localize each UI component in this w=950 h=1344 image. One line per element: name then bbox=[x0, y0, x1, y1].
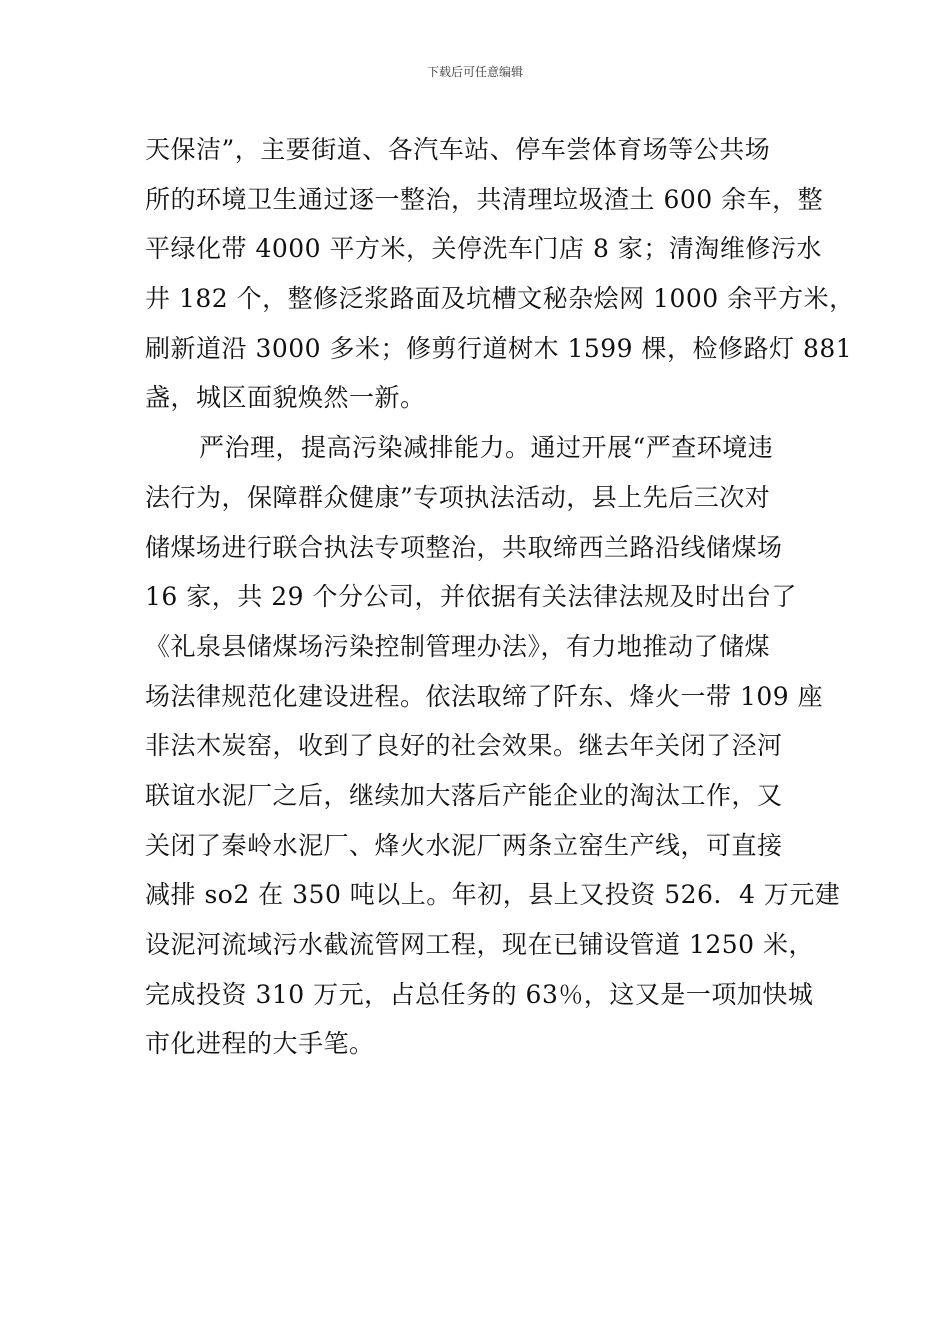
text-line: 《礼泉县储煤场污染控制管理办法》，有力地推动了储煤 bbox=[145, 631, 771, 661]
text-line: 井 182 个，整修泛浆路面及坑槽文秘杂烩网 1000 余平方米， bbox=[145, 284, 855, 314]
text-line: 16 家，共 29 个分公司，并依据有关法律法规及时出台了 bbox=[145, 582, 797, 612]
text-line: 设泥河流域污水截流管网工程，现在已铺设管道 1250 米， bbox=[145, 930, 815, 959]
text-line: 刷新道沿 3000 多米；修剪行道树木 1599 棵，检修路灯 881 bbox=[145, 333, 853, 363]
page-header: 下载后可任意编辑 bbox=[426, 65, 523, 79]
paragraph-1 bbox=[145, 125, 855, 423]
text-line: 完成投资 310 万元，占总任务的 63％，这又是一项加快城 bbox=[145, 979, 814, 1009]
text-line: 减排 so2 在 350 吨以上。年初，县上又投资 526．4 万元建 bbox=[145, 880, 841, 910]
text-line: 天保洁”，主要街道、各汽车站、停车尝体育场等公共场 bbox=[145, 135, 771, 164]
text-line: 严治理，提高污染减排能力。通过开展“严查环境违 bbox=[199, 433, 774, 463]
text-line: 场法律规范化建设进程。依法取缔了阡东、烽火一带 109 座 bbox=[145, 681, 824, 711]
text-line: 关闭了秦岭水泥厂、烽火水泥厂两条立窑生产线，可直接 bbox=[145, 830, 783, 860]
text-line: 市化进程的大手笔。 bbox=[145, 1029, 375, 1059]
text-line: 联谊水泥厂之后，继续加大落后产能企业的淘汰工作，又 bbox=[145, 780, 783, 810]
text-line: 储煤场进行联合执法专项整治，共取缔西兰路沿线储煤场 bbox=[145, 532, 783, 562]
paragraph-2 bbox=[145, 423, 841, 1069]
text-line: 非法木炭窑，收到了良好的社会效果。继去年关闭了泾河 bbox=[145, 731, 783, 761]
document-body bbox=[145, 125, 855, 1069]
text-line: 所的环境卫生通过逐一整治，共清理垃圾渣土 600 余车，整 bbox=[145, 184, 824, 214]
text-line: 盏，城区面貌焕然一新。 bbox=[145, 383, 426, 413]
text-line: 法行为，保障群众健康”专项执法活动，县上先后三次对 bbox=[145, 482, 771, 512]
text-line: 平绿化带 4000 平方米，关停洗车门店 8 家；清淘维修污水 bbox=[145, 234, 822, 264]
